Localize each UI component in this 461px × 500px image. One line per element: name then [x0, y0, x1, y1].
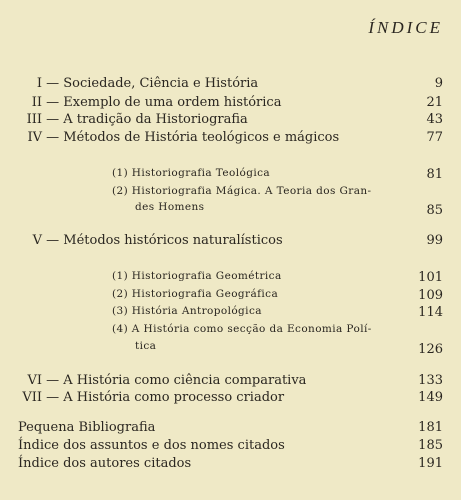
page-number: 81 [426, 167, 443, 182]
chapter-number: VII [22, 390, 42, 405]
chapter-number: III [26, 112, 42, 127]
toc-subentry: (1) Historiografia Geométrica [112, 270, 282, 282]
page-number: 21 [426, 95, 443, 110]
page-number: 185 [418, 438, 443, 453]
chapter-title: Métodos históricos naturalísticos [63, 233, 283, 248]
page-number: 114 [418, 305, 443, 320]
page-number: 109 [418, 288, 443, 303]
toc-entry-bibliography: Pequena Bibliografia [18, 420, 156, 435]
toc-entry-chapter-3: III — A tradição da Historiografia [0, 112, 248, 127]
chapter-title: Sociedade, Ciência e História [63, 76, 259, 91]
toc-entry-author-index: Índice dos autores citados [18, 456, 192, 471]
chapter-title: A História como processo criador [63, 390, 285, 405]
toc-entry-chapter-4: IV — Métodos de História teológicos e mágicos [0, 130, 339, 145]
page-number: 133 [418, 373, 443, 388]
toc-entry-chapter-7: VII — A História como processo criador [0, 390, 284, 405]
page-number: 85 [426, 203, 443, 218]
page-title: ÍNDICE [368, 18, 443, 37]
toc-entry-chapter-1: I — Sociedade, Ciência e História [0, 76, 258, 91]
toc-subentry-continuation: des Homens [135, 201, 205, 213]
page-number: 9 [434, 76, 443, 91]
chapter-title: Exemplo de uma ordem histórica [63, 95, 282, 110]
chapter-number: II [31, 95, 42, 110]
chapter-number: V [32, 233, 42, 248]
toc-subentry: (3) História Antropológica [112, 305, 262, 317]
page-number: 191 [418, 456, 443, 471]
toc-entry-subject-index: Índice dos assuntos e dos nomes citados [18, 438, 285, 453]
toc-entry-chapter-2: II — Exemplo de uma ordem histórica [0, 95, 281, 110]
page-number: 149 [418, 390, 443, 405]
page-number: 99 [426, 233, 443, 248]
chapter-number: IV [27, 130, 42, 145]
toc-entry-chapter-6: VI — A História como ciência comparativa [0, 373, 306, 388]
toc-subentry: (2) Historiografia Mágica. A Teoria dos Gran- [112, 185, 372, 197]
chapter-title: Métodos de História teológicos e mágicos [63, 130, 340, 145]
toc-entry-chapter-5: V — Métodos históricos naturalísticos [0, 233, 283, 248]
chapter-number: I [36, 76, 42, 91]
page-number: 181 [418, 420, 443, 435]
page-number: 126 [418, 342, 443, 357]
toc-subentry: (4) A História como secção da Economia Polí- [112, 323, 372, 335]
chapter-title: A História como ciência comparativa [63, 373, 307, 388]
toc-subentry: (1) Historiografia Teológica [112, 167, 271, 179]
chapter-number: VI [27, 373, 42, 388]
page-number: 43 [426, 112, 443, 127]
toc-subentry-continuation: tica [135, 340, 157, 352]
page-number: 77 [426, 130, 443, 145]
chapter-title: A tradição da Historiografia [63, 112, 248, 127]
toc-subentry: (2) Historiografia Geográfica [112, 288, 279, 300]
page-number: 101 [418, 270, 443, 285]
